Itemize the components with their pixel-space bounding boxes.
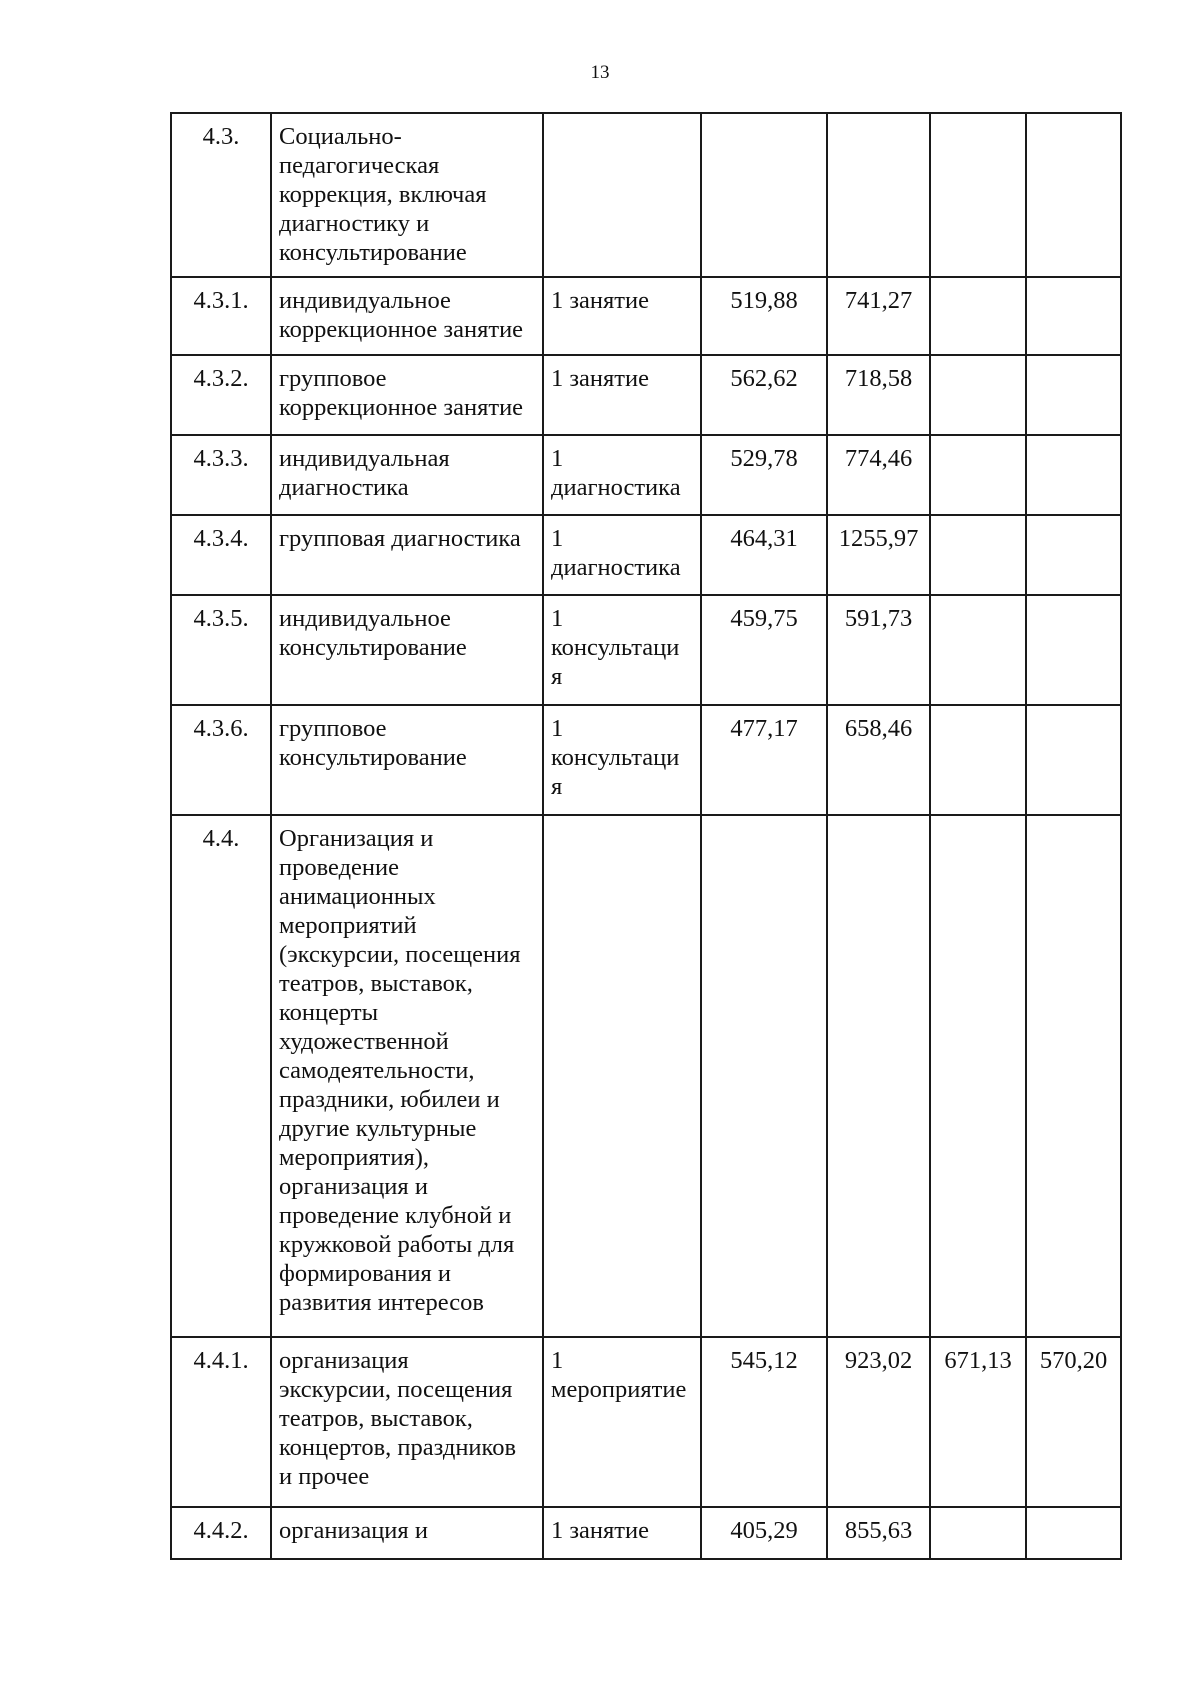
value-col-1 — [701, 815, 827, 1337]
item-number: 4.3.6. — [171, 705, 271, 815]
table-row — [171, 1337, 1121, 1507]
item-number: 4.3. — [171, 113, 271, 277]
item-number: 4.4.1. — [171, 1337, 271, 1507]
value-col-4 — [1026, 277, 1121, 355]
service-description: групповая диагностика — [271, 515, 543, 595]
table-row — [171, 595, 1121, 705]
value-col-3 — [930, 705, 1026, 815]
value-col-4: 570,20 — [1026, 1337, 1121, 1507]
unit-of-measure: 1 консультаци я — [543, 595, 701, 705]
value-col-1: 562,62 — [701, 355, 827, 435]
value-col-4 — [1026, 355, 1121, 435]
value-col-4 — [1026, 815, 1121, 1337]
service-description: организация и — [271, 1507, 543, 1559]
value-col-1: 529,78 — [701, 435, 827, 515]
service-description: организация экскурсии, посещения театров, выставок, концертов, праздников и прочее — [271, 1337, 543, 1507]
value-col-2: 718,58 — [827, 355, 930, 435]
value-col-2 — [827, 815, 930, 1337]
value-col-3 — [930, 113, 1026, 277]
value-col-3 — [930, 515, 1026, 595]
value-col-4 — [1026, 595, 1121, 705]
value-col-3 — [930, 355, 1026, 435]
value-col-4 — [1026, 113, 1121, 277]
unit-of-measure: 1 диагностика — [543, 515, 701, 595]
service-description: групповое консультирование — [271, 705, 543, 815]
value-col-1: 477,17 — [701, 705, 827, 815]
service-description: Социально- педагогическая коррекция, включая диагностику и консультирование — [271, 113, 543, 277]
item-number: 4.3.1. — [171, 277, 271, 355]
value-col-3 — [930, 1507, 1026, 1559]
value-col-1: 464,31 — [701, 515, 827, 595]
value-col-2: 741,27 — [827, 277, 930, 355]
page-number: 13 — [590, 62, 610, 83]
value-col-3: 671,13 — [930, 1337, 1026, 1507]
item-number: 4.3.2. — [171, 355, 271, 435]
value-col-1: 519,88 — [701, 277, 827, 355]
unit-of-measure: 1 занятие — [543, 1507, 701, 1559]
value-col-4 — [1026, 435, 1121, 515]
value-col-2: 774,46 — [827, 435, 930, 515]
value-col-4 — [1026, 515, 1121, 595]
service-description: индивидуальная диагностика — [271, 435, 543, 515]
value-col-2 — [827, 113, 930, 277]
unit-of-measure: 1 консультаци я — [543, 705, 701, 815]
value-col-2: 923,02 — [827, 1337, 930, 1507]
table-row — [171, 705, 1121, 815]
table-row — [171, 277, 1121, 355]
unit-of-measure: 1 занятие — [543, 355, 701, 435]
unit-of-measure: 1 мероприятие — [543, 1337, 701, 1507]
service-description: групповое коррекционное занятие — [271, 355, 543, 435]
unit-of-measure — [543, 113, 701, 277]
item-number: 4.4.2. — [171, 1507, 271, 1559]
unit-of-measure: 1 занятие — [543, 277, 701, 355]
value-col-1: 405,29 — [701, 1507, 827, 1559]
value-col-2: 855,63 — [827, 1507, 930, 1559]
table-row — [171, 113, 1121, 277]
value-col-1 — [701, 113, 827, 277]
item-number: 4.3.4. — [171, 515, 271, 595]
table-row — [171, 815, 1121, 1337]
tariff-table — [170, 112, 1122, 1560]
table-row — [171, 435, 1121, 515]
value-col-1: 545,12 — [701, 1337, 827, 1507]
item-number: 4.3.3. — [171, 435, 271, 515]
table-row — [171, 355, 1121, 435]
item-number: 4.3.5. — [171, 595, 271, 705]
item-number: 4.4. — [171, 815, 271, 1337]
table-row — [171, 515, 1121, 595]
service-description: Организация и проведение анимационных мероприятий (экскурсии, посещения театров, выставок, концерты художественной самодеятельности, праздники, юбилеи и другие культурные мероприятия), организация и проведение клубной и кружковой работы для формирования и развития интересов — [271, 815, 543, 1337]
value-col-2: 591,73 — [827, 595, 930, 705]
table-body — [171, 113, 1121, 1559]
value-col-1: 459,75 — [701, 595, 827, 705]
service-description: индивидуальное консультирование — [271, 595, 543, 705]
service-description: индивидуальное коррекционное занятие — [271, 277, 543, 355]
unit-of-measure — [543, 815, 701, 1337]
value-col-3 — [930, 277, 1026, 355]
value-col-4 — [1026, 1507, 1121, 1559]
value-col-4 — [1026, 705, 1121, 815]
unit-of-measure: 1 диагностика — [543, 435, 701, 515]
value-col-2: 1255,97 — [827, 515, 930, 595]
value-col-3 — [930, 815, 1026, 1337]
value-col-3 — [930, 435, 1026, 515]
table-row — [171, 1507, 1121, 1559]
value-col-3 — [930, 595, 1026, 705]
value-col-2: 658,46 — [827, 705, 930, 815]
